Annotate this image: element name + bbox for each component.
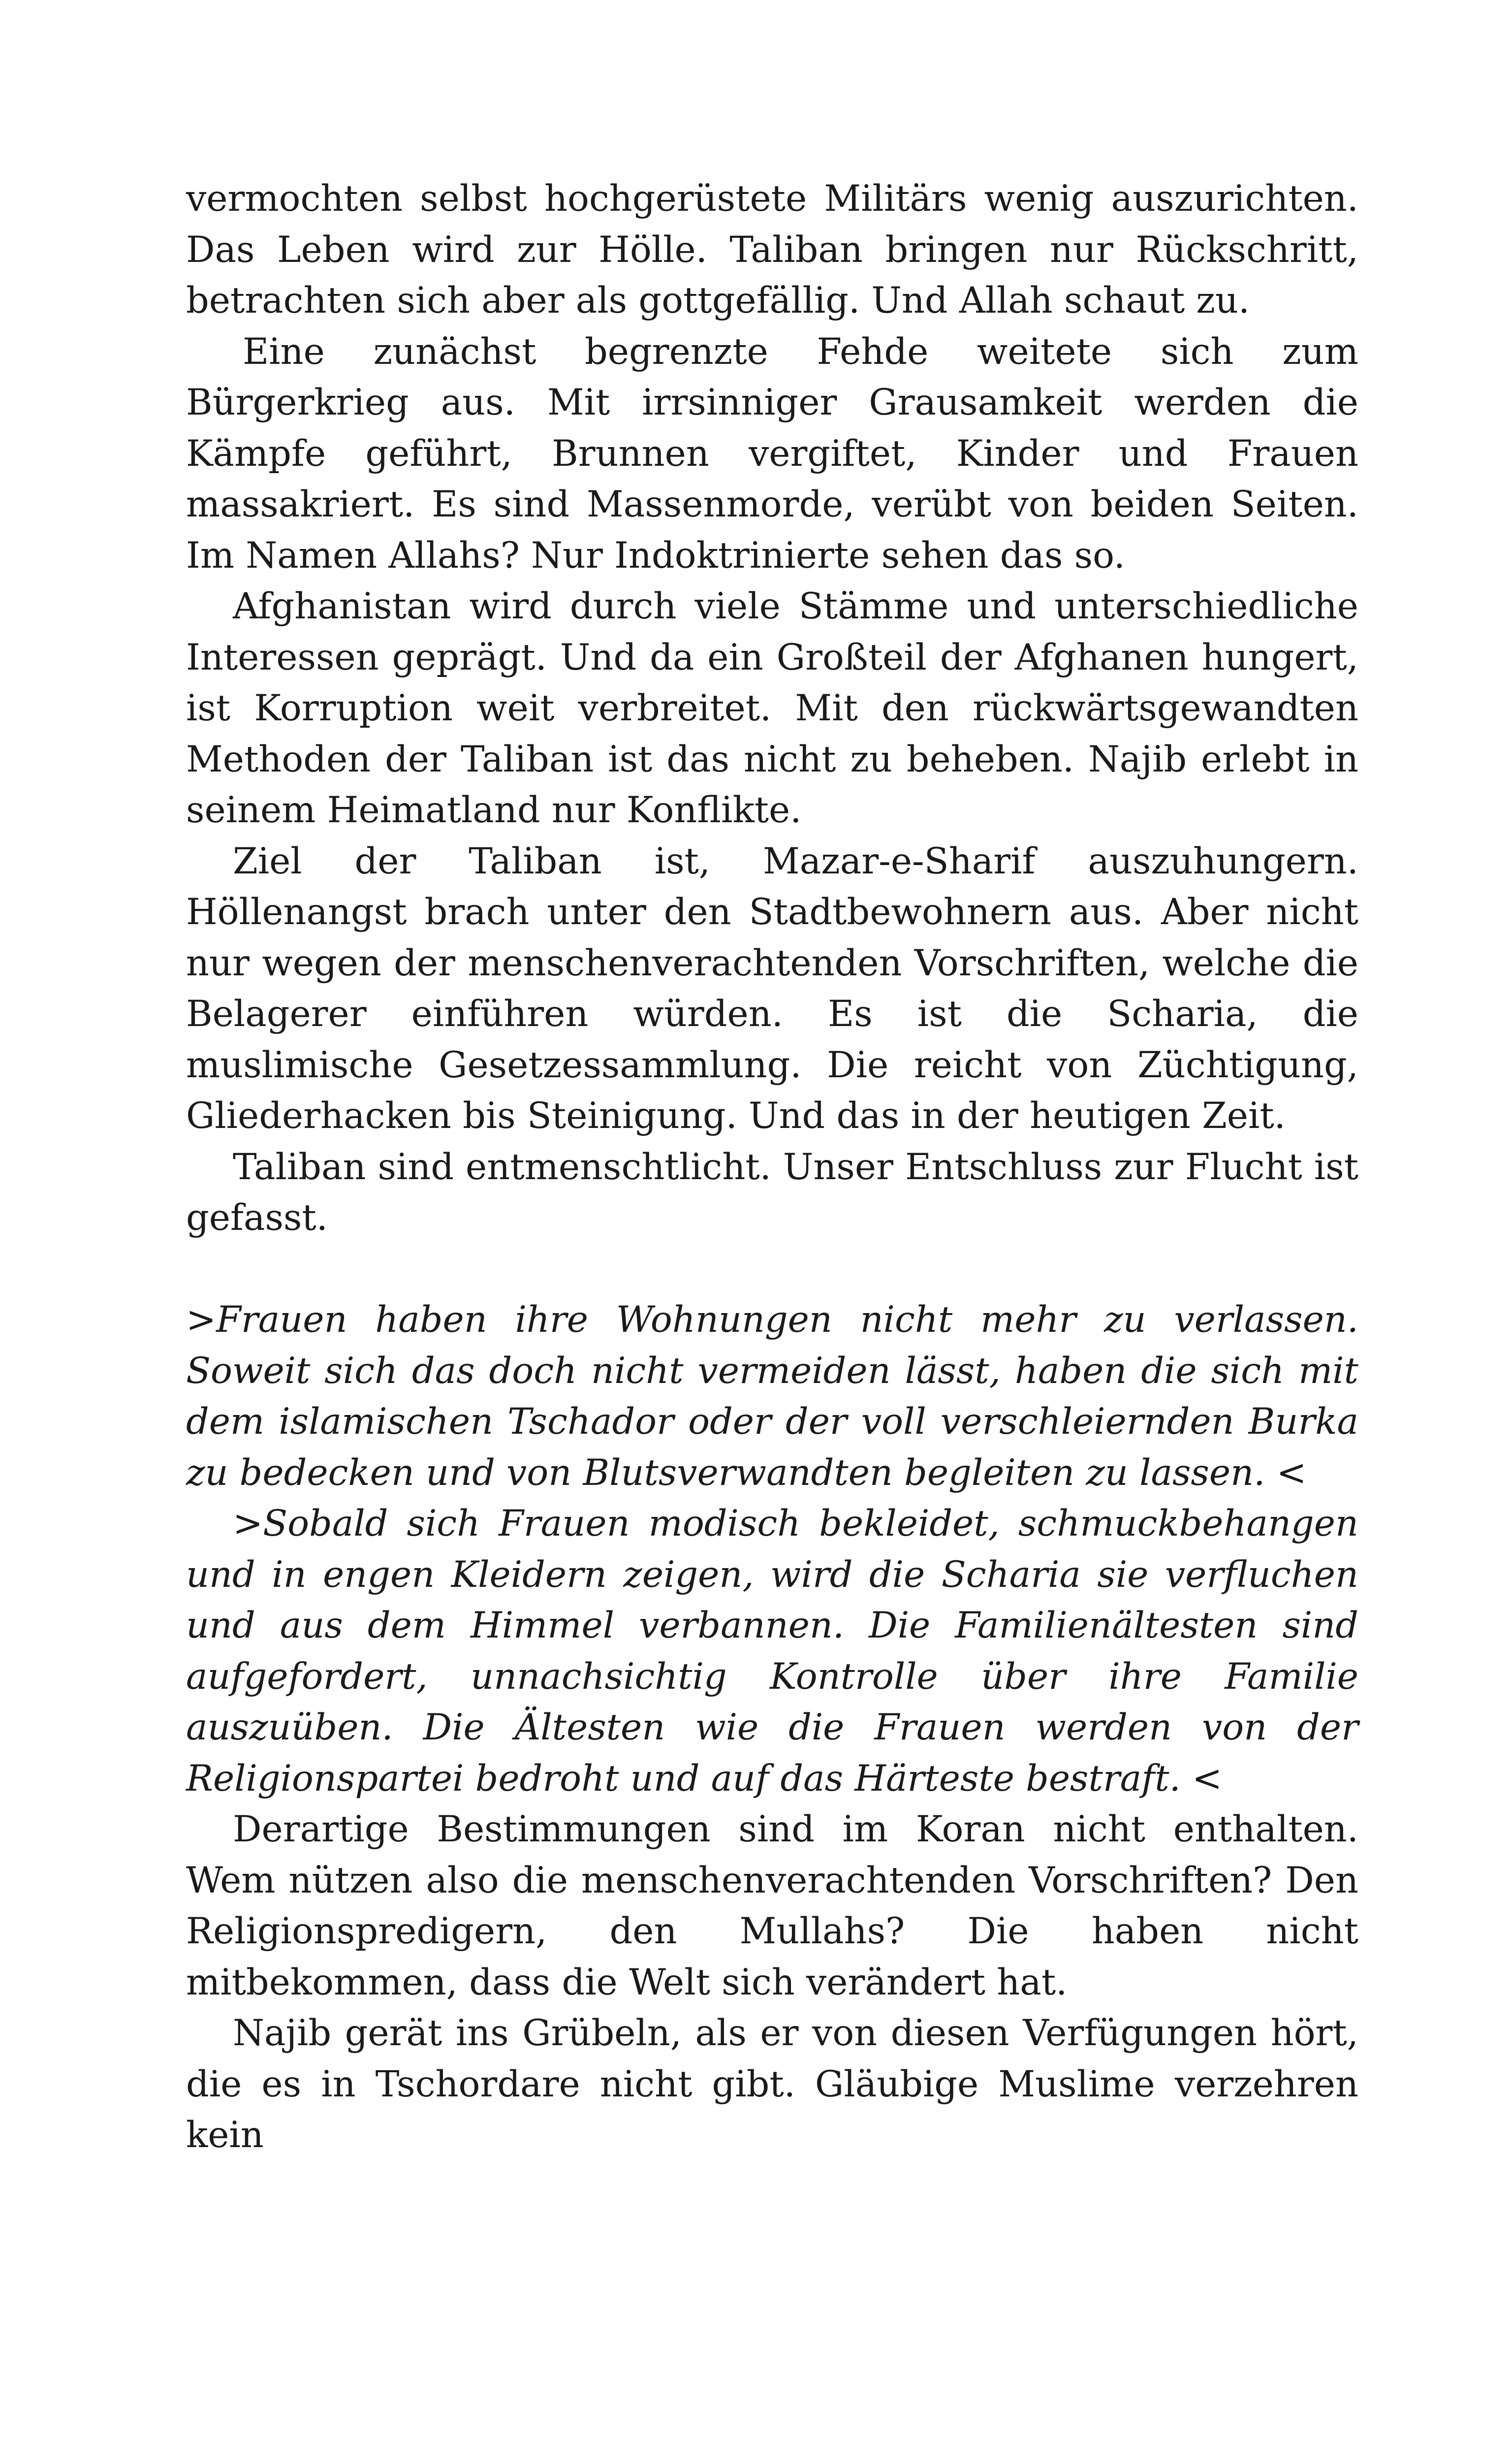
quote-paragraph-2: >Sobald sich Frauen modisch bekleidet, schmuckbehangen und in engen Kleidern zeigen, wird die Scharia sie verfluchen und aus dem Himmel verbannen. Die Familienältesten sind aufgefordert, unnachsichtig Kontrolle über ihre Familie auszuüben. Die Ältesten wie die Frauen werden von der Religionspartei bedroht und auf das Härteste bestraft. < xyxy=(186,1503,1358,1800)
paragraph-5: Taliban sind entmenschtlicht. Unser Entschluss zur Flucht ist gefasst. xyxy=(186,1146,1358,1239)
paragraph-4: Ziel der Taliban ist, Mazar-e-Sharif auszuhungern. Höllenangst brach unter den Stadtbewohnern aus. Aber nicht nur wegen der menschenverachtenden Vorschriften, welche die Belagerer einführen würden. Es ist die Scharia, die muslimische Gesetzessammlung. Die reicht von Züchtigung, Gliederhacken bis Steinigung. Und das in der heutigen Zeit. xyxy=(186,840,1358,1137)
quote-paragraph-1: >Frauen haben ihre Wohnungen nicht mehr zu verlassen. Soweit sich das doch nicht vermeiden lässt, haben die sich mit dem islamischen Tschador oder der voll verschleiernden Burka zu bedecken und von Blutsverwandten begleiten zu lassen. < xyxy=(186,1299,1358,1494)
book-page xyxy=(186,173,1358,2161)
paragraph-3: Afghanistan wird durch viele Stämme und unterschiedliche Interessen geprägt. Und da ein Großteil der Afghanen hungert, ist Korruption weit verbreitet. Mit den rückwärtsgewandten Methoden der Taliban ist das nicht zu beheben. Najib erlebt in seinem Heimatland nur Konflikte. xyxy=(186,585,1358,831)
paragraph-6: Derartige Bestimmungen sind im Koran nicht enthalten. Wem nützen also die menschenverachtenden Vorschriften? Den Religionspredigern, den Mullahs? Die haben nicht mitbekommen, dass die Welt sich verändert hat. xyxy=(186,1808,1358,2003)
paragraph-1: vermochten selbst hochgerüstete Militärs wenig auszurichten. Das Leben wird zur Hölle. Taliban bringen nur Rückschritt, betrachten sich aber als gottgefällig. Und Allah schaut zu. xyxy=(186,178,1358,321)
section-gap xyxy=(186,1244,1358,1295)
paragraph-2: Eine zunächst begrenzte Fehde weitete sich zum Bürgerkrieg aus. Mit irrsinniger Grausamkeit werden die Kämpfe geführt, Brunnen vergiftet, Kinder und Frauen massakriert. Es sind Massenmorde, verübt von beiden Seiten. Im Namen Allahs? Nur Indoktrinierte sehen das so. xyxy=(186,330,1358,577)
paragraph-7: Najib gerät ins Grübeln, als er von diesen Verfügungen hört, die es in Tschordare nicht gibt. Gläubige Muslime verzehren kein xyxy=(186,2012,1358,2156)
